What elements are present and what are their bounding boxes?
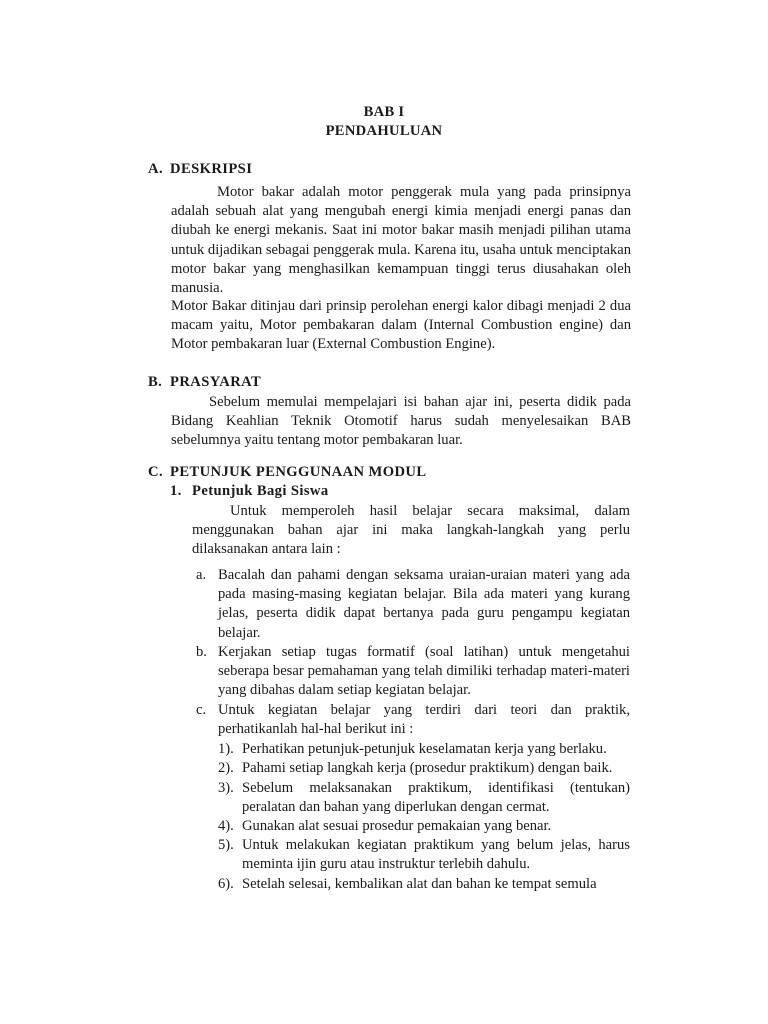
section-b-paragraph: Sebelum memulai mempelajari isi bahan ajar ini, peserta didik pada Bidang Keahlian Teknik Otomotif harus sudah menyelesaikan BAB sebelumnya yaitu tentang motor pembakaran luar. [171,394,631,449]
sublist-item-1-mark: 1). [218,741,234,757]
sublist-item-2 [218,759,630,779]
section-a-heading [148,160,252,179]
section-a-mark: A. [148,161,163,177]
sublist-item-5 [218,836,630,876]
sublist-item-3-mark: 3). [218,780,234,796]
sublist-item-4-text: Gunakan alat sesuai prosedur pemakaian yang benar. [242,818,552,834]
sublist-item-5-mark: 5). [218,837,234,853]
sublist-item-1-text: Perhatikan petunjuk-petunjuk keselamatan kerja yang berlaku. [242,741,607,757]
section-a-title: DESKRIPSI [170,161,253,177]
sublist-item-2-text: Pahami setiap langkah kerja (prosedur praktikum) dengan baik. [242,760,613,776]
subsection-1-intro: Untuk memperoleh hasil belajar secara maksimal, dalam menggunakan bahan ajar ini maka langkah-langkah yang perlu dilaksanakan antara lain : [192,503,630,558]
list-item-c-mark: c. [196,702,207,718]
section-a-paragraph-1: Motor bakar adalah motor penggerak mula yang pada prinsipnya adalah sebuah alat yang mengubah energi kimia menjadi energi panas dan diubah ke energi mekanis. Saat ini motor bakar masih menjadi pilihan utama untuk dijadikan sebagai penggerak mula. Karena itu, usaha untuk menciptakan motor bakar yang menghasilkan kemampuan tinggi terus diusahakan oleh manusia. [171,184,631,297]
section-c-title: PETUNJUK PENGGUNAAN MODUL [170,464,427,480]
sublist-item-4 [218,817,630,837]
section-b-heading [148,373,261,392]
subsection-1-title: Petunjuk Bagi Siswa [192,483,329,499]
list-item-a [196,566,630,646]
sublist-item-6-mark: 6). [218,876,234,892]
list-item-b [196,643,630,703]
sublist-item-3-text: Sebelum melaksanakan praktikum, identifikasi (tentukan) peralatan dan bahan yang diperlukan dengan cermat. [242,780,630,816]
list-item-b-mark: b. [196,644,207,660]
list-item-b-text: Kerjakan setiap tugas formatif (soal latihan) untuk mengetahui seberapa besar pemahaman yang telah dimiliki terhadap materi-materi yang dibahas dalam setiap kegiatan belajar. [218,644,630,699]
sublist-item-6-text: Setelah selesai, kembalikan alat dan bahan ke tempat semula [242,876,597,892]
list-item-c-text: Untuk kegiatan belajar yang terdiri dari teori dan praktik, perhatikanlah hal-hal berikut ini : [218,702,630,738]
sublist-item-6 [218,875,630,895]
section-c-mark: C. [148,464,163,480]
section-a-paragraph-2: Motor Bakar ditinjau dari prinsip perolehan energi kalor dibagi menjadi 2 dua macam yaitu, Motor pembakaran dalam (Internal Combustion engine) dan Motor pembakaran luar (External Combustion Engine). [171,298,631,353]
sublist-item-3 [218,779,630,819]
sublist-item-5-text: Untuk melakukan kegiatan praktikum yang belum jelas, harus meminta ijin guru atau instruktur terlebih dahulu. [242,837,630,873]
list-item-a-mark: a. [196,567,207,583]
list-item-c [196,701,630,741]
chapter-title: PENDAHULUAN [325,123,443,139]
list-item-a-text: Bacalah dan pahami dengan seksama uraian-uraian materi yang ada pada masing-masing kegiatan belajar. Bila ada materi yang kurang jelas, peserta didik dapat bertanya pada guru pengampu kegiatan belajar. [218,567,630,641]
subsection-1-heading [170,482,329,501]
section-c-heading [148,463,426,482]
sublist-item-4-mark: 4). [218,818,234,834]
sublist-item-1 [218,740,630,760]
section-b-mark: B. [148,374,163,390]
section-b-title: PRASYARAT [170,374,262,390]
chapter-number: BAB I [363,104,405,120]
sublist-item-2-mark: 2). [218,760,234,776]
subsection-1-mark: 1. [170,483,182,499]
